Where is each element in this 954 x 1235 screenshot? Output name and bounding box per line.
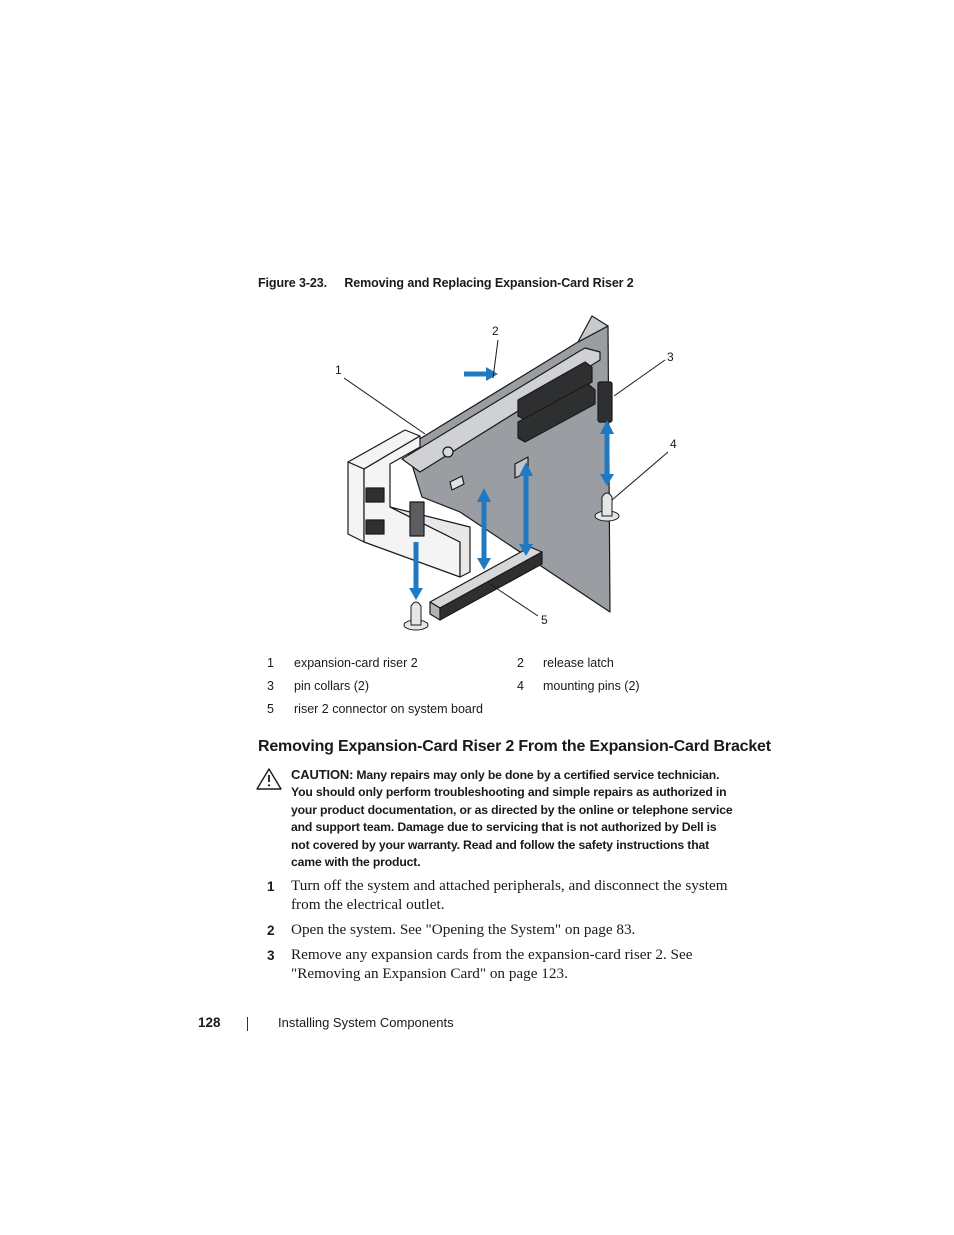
caution-triangle-icon xyxy=(256,768,282,790)
legend-text: expansion-card riser 2 xyxy=(294,656,418,670)
step-text: Open the system. See "Opening the System" on page 83. xyxy=(291,921,636,938)
figure-title: Removing and Replacing Expansion-Card Riser 2 xyxy=(344,276,634,290)
footer-divider xyxy=(247,1017,248,1031)
legend-text: mounting pins (2) xyxy=(543,679,640,693)
callout-2: 2 xyxy=(492,324,499,338)
caution-text: Many repairs may only be done by a certified service technician. You should only perform troubleshooting and simple repairs as authorized in your product documentation, or as directed by the online or telephone service and support team. Damage due to servicing that is not authorized by Dell is not covered by your warranty. Read and follow the safety instructions that came with the product. xyxy=(291,768,733,870)
step-text: Remove any expansion cards from the expansion-card riser 2. See "Removing an Expansion Card" on page 123. xyxy=(291,946,693,982)
step-text: Turn off the system and attached peripherals, and disconnect the system from the electrical outlet. xyxy=(291,877,728,913)
legend-num: 3 xyxy=(267,679,274,693)
callout-4: 4 xyxy=(670,437,677,451)
legend-num: 5 xyxy=(267,702,274,716)
callout-3: 3 xyxy=(667,350,674,364)
mounting-pin-left xyxy=(404,602,428,630)
chapter-title: Installing System Components xyxy=(278,1015,454,1030)
legend-num: 4 xyxy=(517,679,524,693)
callout-1: 1 xyxy=(335,363,342,377)
riser-illustration xyxy=(330,312,690,640)
callout-5: 5 xyxy=(541,613,548,627)
legend-row xyxy=(262,656,702,679)
step-number: 3 xyxy=(267,948,275,963)
pin-collar xyxy=(598,382,612,422)
step-number: 2 xyxy=(267,923,275,938)
figure-caption xyxy=(258,276,634,290)
page-number: 128 xyxy=(198,1015,221,1030)
section-heading: Removing Expansion-Card Riser 2 From the Expansion-Card Bracket xyxy=(258,738,771,755)
legend-text: release latch xyxy=(543,656,614,670)
legend-num: 2 xyxy=(517,656,524,670)
figure-number: Figure 3-23. xyxy=(258,276,327,290)
legend-row xyxy=(262,679,702,702)
legend-text: riser 2 connector on system board xyxy=(294,702,483,716)
legend-text: pin collars (2) xyxy=(294,679,370,693)
legend-row xyxy=(262,702,702,725)
figure-legend xyxy=(262,656,702,725)
legend-num: 1 xyxy=(267,656,274,670)
step-number: 1 xyxy=(267,879,275,894)
caution-label: CAUTION: xyxy=(291,767,354,782)
